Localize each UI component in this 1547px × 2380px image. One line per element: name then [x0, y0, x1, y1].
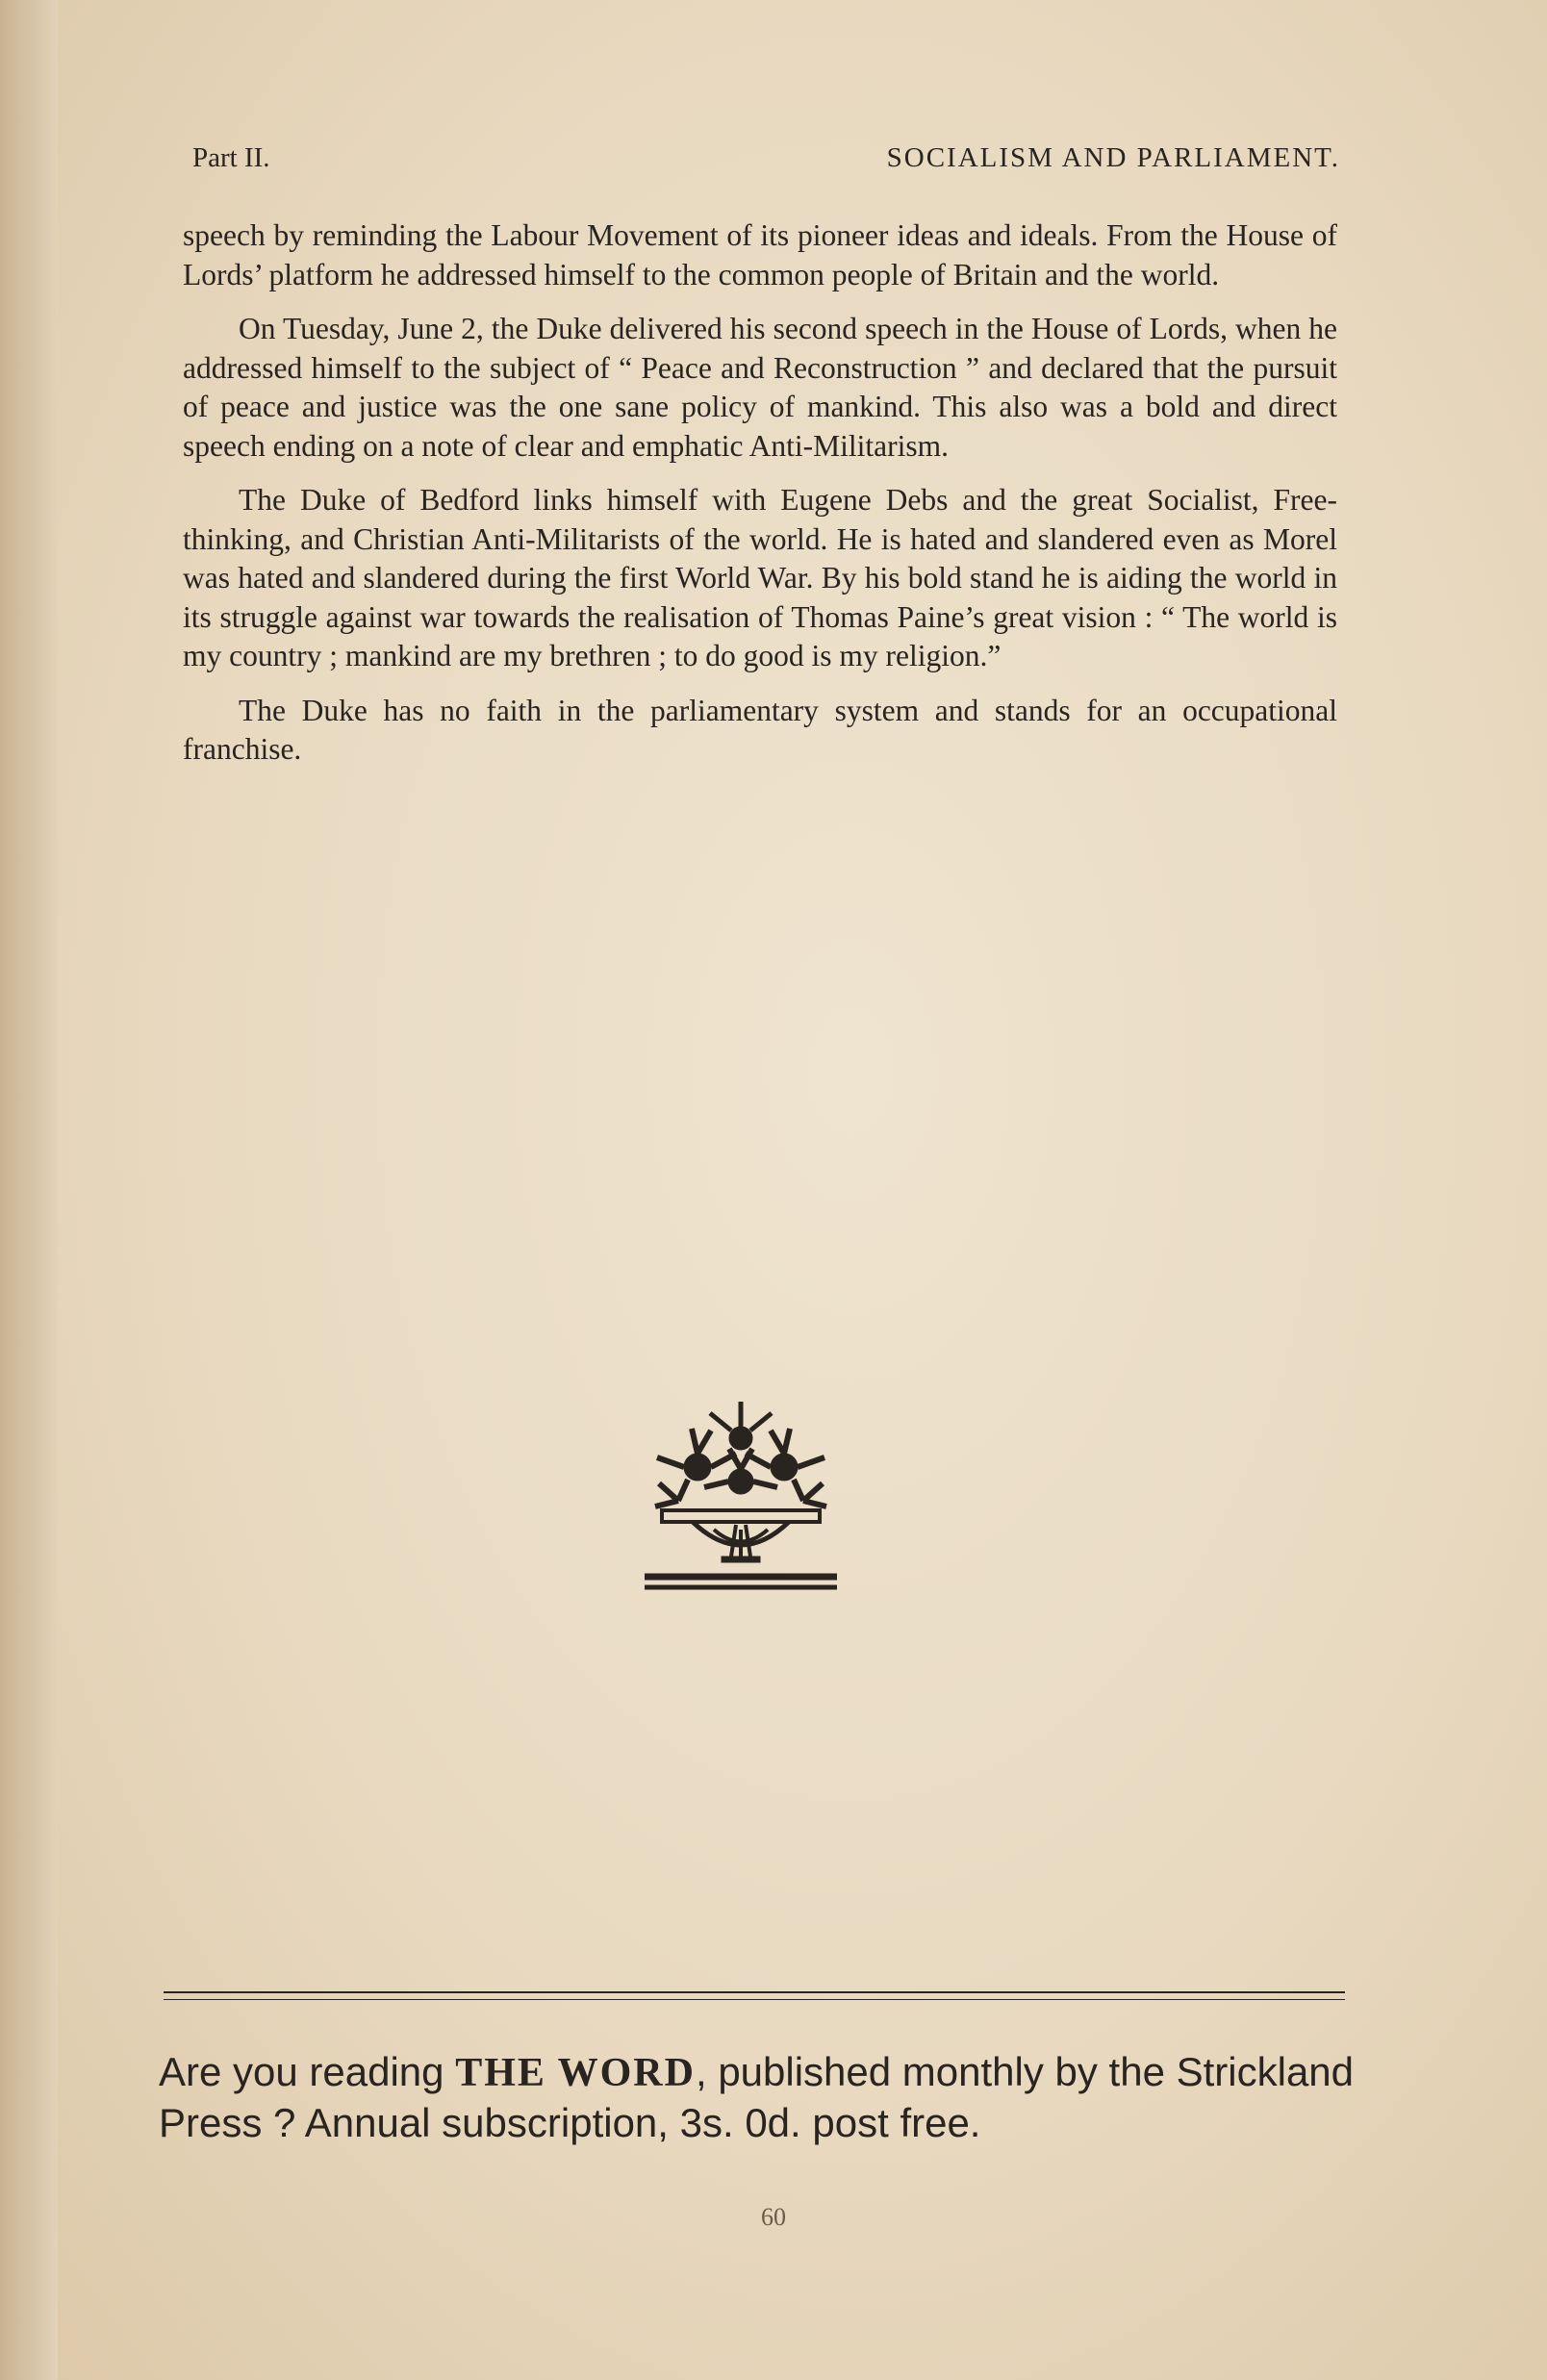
advert-rest: , published monthly by the Strickland Press ? Annual subscription, 3s. 0d. post free.	[159, 2049, 1355, 2145]
body-text	[183, 216, 1337, 785]
paragraph: On Tuesday, June 2, the Duke delivered his second speech in the House of Lords, when he addressed himself to the subject of “ Peace and Reconstruction ” and declared that the pursuit of peace and justice was the one sane policy of mankind. This also was a bold and direct speech ending on a note of clear and emphatic Anti-Militarism.	[183, 312, 1337, 463]
header-title: SOCIALISM AND PARLIAMENT.	[886, 142, 1340, 173]
paragraph: The Duke has no faith in the parliamentary system and stands for an occupational franchise.	[183, 693, 1337, 766]
divider-rule	[164, 1991, 1345, 1993]
header-part: Part II.	[192, 142, 270, 173]
page-number: 60	[761, 2203, 786, 2231]
advert-lead: Are you reading	[159, 2049, 456, 2094]
divider-rule-thin	[164, 1999, 1345, 2000]
paragraph: speech by reminding the Labour Movement of its pioneer ideas and ideals. From the House of Lords’ platform he addressed himself to the common people of Britain and the world.	[183, 218, 1337, 291]
running-header	[192, 142, 1340, 174]
advert-publication: THE WORD	[455, 2051, 696, 2095]
paragraph: The Duke of Bedford links himself with Eugene Debs and the great Socialist, Free-thinking, and Christian Anti-Militarists of the world. He is hated and slandered even as Morel was hated and slandered during the first World War. By his bold stand he is aiding the world in its struggle against war towards the realisation of Thomas Paine’s great vision : “ The world is my country ; mankind are my brethren ; to do good is my religion.”	[183, 483, 1337, 672]
flower-basket-icon	[645, 1385, 837, 1597]
page-gutter-shadow	[0, 0, 58, 2380]
advertisement	[159, 2047, 1371, 2148]
